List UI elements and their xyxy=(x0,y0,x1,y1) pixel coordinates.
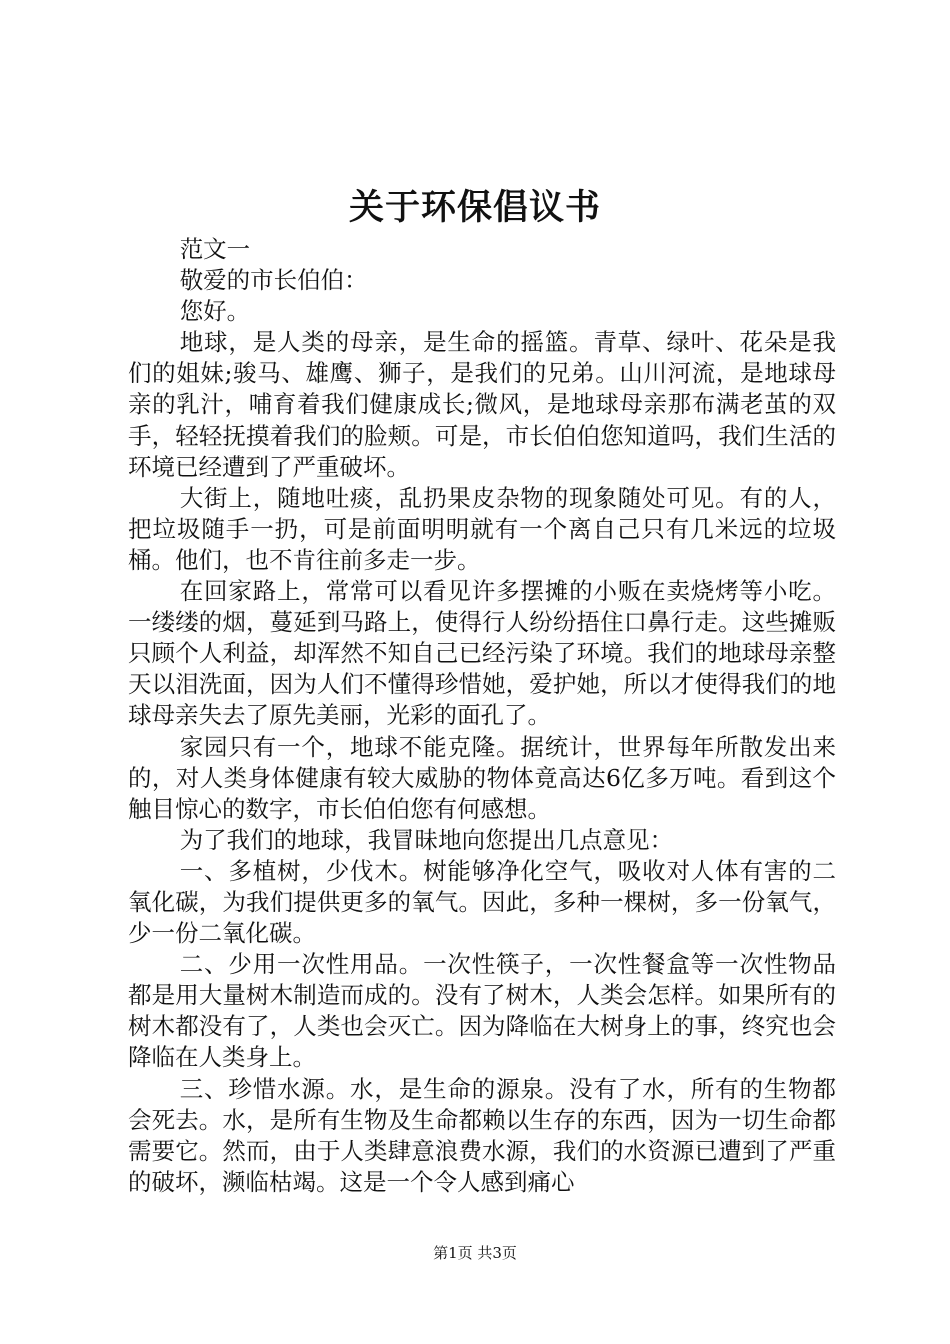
suggestion-item: 三、珍惜水源。水，是生命的源泉。没有了水，所有的生物都会死去。水，是所有生物及生命都赖以生存的东西，因为一切生命都需要它。然而，由于人类肆意浪费水源，我们的水资源已遭到了严重的破坏，濒临枯竭。这是一个令人感到痛心 xyxy=(128,1074,836,1196)
document-body xyxy=(128,234,836,1198)
body-paragraph: 大街上，随地吐痰，乱扔果皮杂物的现象随处可见。有的人，把垃圾随手一扔，可是前面明明就有一个离自己只有几米远的垃圾桶。他们，也不肯往前多走一步。 xyxy=(128,483,836,574)
body-paragraph: 地球，是人类的母亲，是生命的摇篮。青草、绿叶、花朵是我们的姐妹;骏马、雄鹰、狮子，是我们的兄弟。山川河流，是地球母亲的乳汁，哺育着我们健康成长;微风，是地球母亲那布满老茧的双手，轻轻抚摸着我们的脸颊。可是，市长伯伯您知道吗，我们生活的环境已经遭到了严重破坏。 xyxy=(128,328,836,481)
body-paragraph: 家园只有一个，地球不能克隆。据统计，世界每年所散发出来的，对人类身体健康有较大威胁的物体竟高达6亿多万吨。看到这个触目惊心的数字，市长伯伯您有何感想。 xyxy=(128,732,836,823)
body-paragraph: 为了我们的地球，我冒昧地向您提出几点意见： xyxy=(179,825,674,854)
page-footer: 第1页 共3页 xyxy=(433,1244,517,1262)
greeting-line: 您好。 xyxy=(179,297,251,326)
body-paragraph: 在回家路上，常常可以看见许多摆摊的小贩在卖烧烤等小吃。一缕缕的烟，蔓延到马路上，使得行人纷纷捂住口鼻行走。这些摊贩只顾个人利益，却浑然不知自己已经污染了环境。我们的地球母亲整天以泪洗面，因为人们不懂得珍惜她，爱护她，所以才使得我们的地球母亲失去了原先美丽，光彩的面孔了。 xyxy=(128,577,836,730)
document-title: 关于环保倡议书 xyxy=(348,187,601,228)
salutation-label: 范文一 xyxy=(179,235,251,263)
suggestion-item: 一、多植树，少伐木。树能够净化空气，吸收对人体有害的二氧化碳，为我们提供更多的氧气。因此，多种一棵树，多一份氧气，少一份二氧化碳。 xyxy=(128,856,836,948)
suggestion-item: 二、少用一次性用品。一次性筷子，一次性餐盒等一次性物品都是用大量树木制造而成的。没有了树木，人类会怎样。如果所有的树木都没有了，人类也会灭亡。因为降临在大树身上的事，终究也会降临在人类身上。 xyxy=(128,950,836,1072)
addressee-line: 敬爱的市长伯伯： xyxy=(179,266,368,295)
